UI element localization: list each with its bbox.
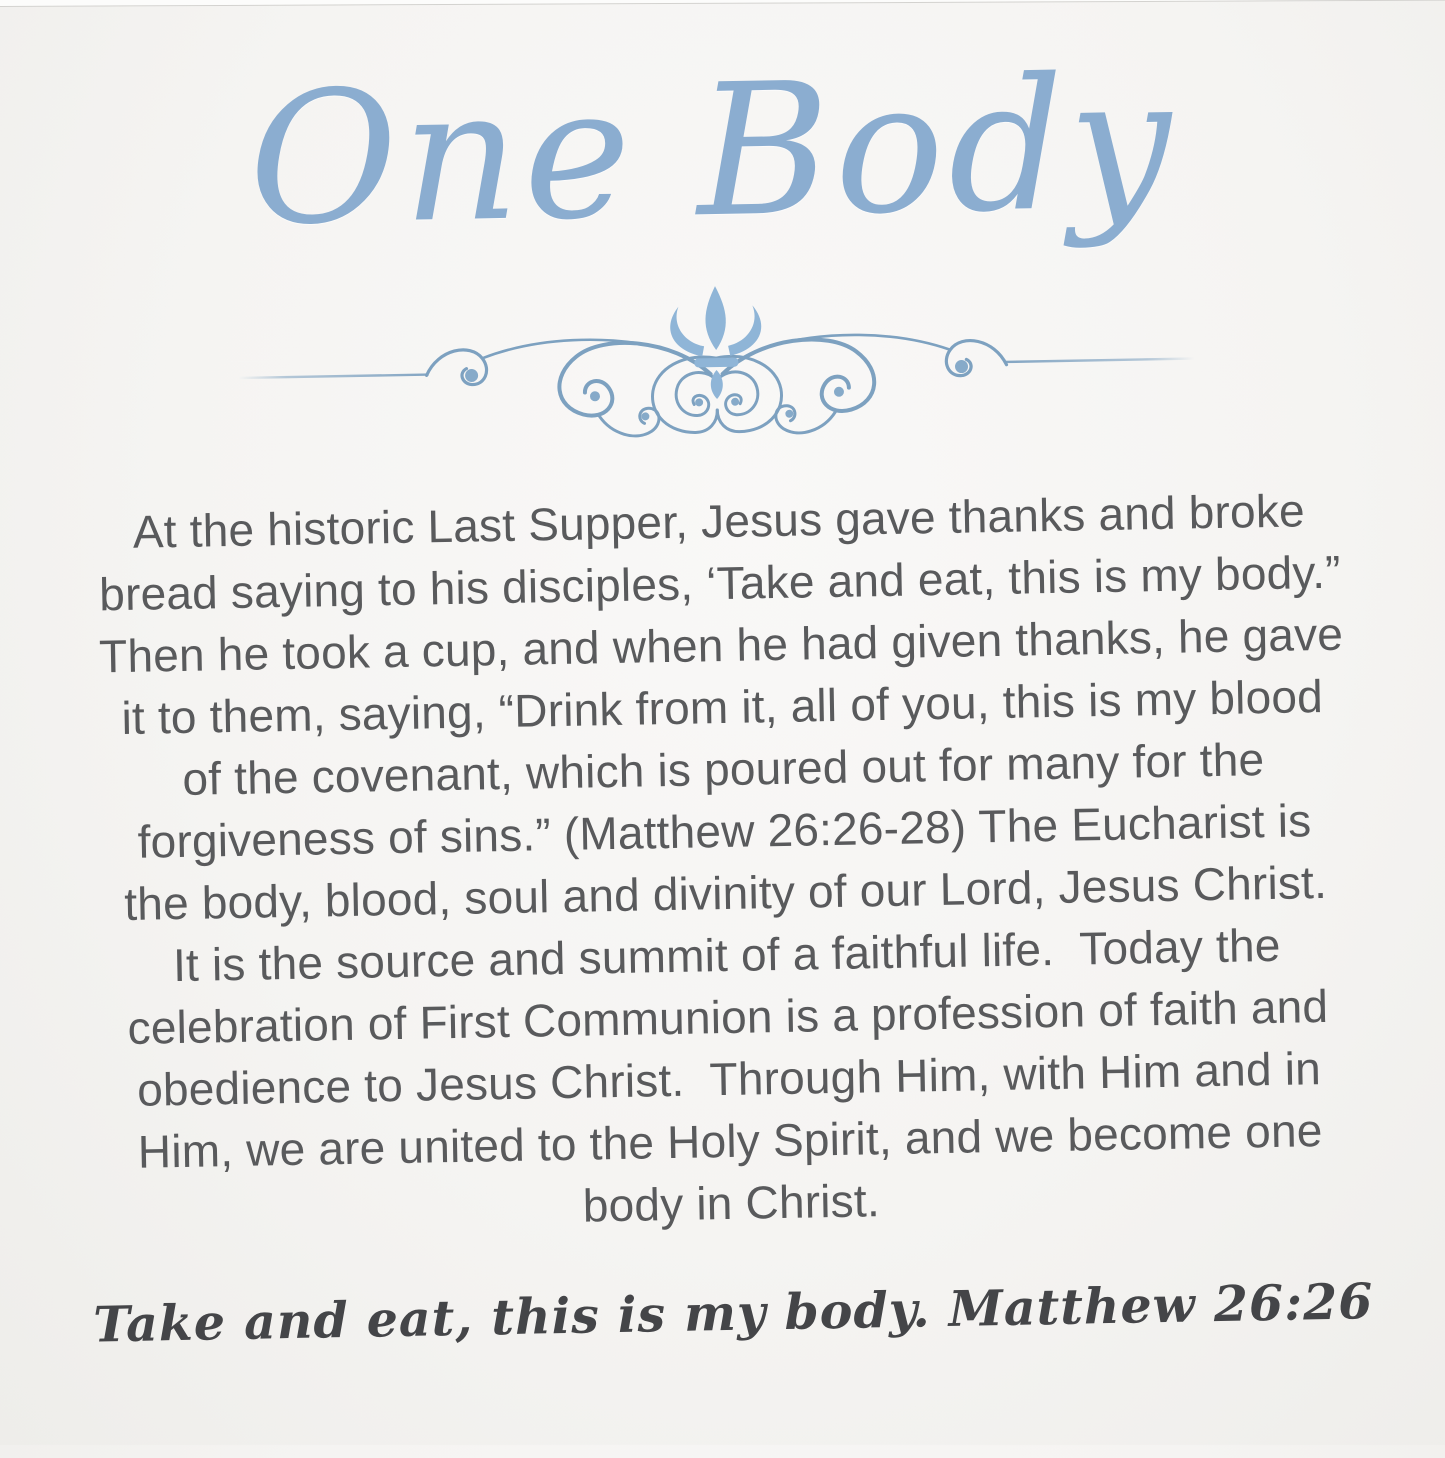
body-line: At the historic Last Supper, Jesus gave thanks and broke (132, 484, 1306, 558)
body-line: Him, we are united to the Holy Spirit, and we become one (137, 1104, 1323, 1178)
fleur-de-lis-icon (669, 285, 762, 400)
body-paragraph (0, 477, 1445, 1247)
body-line: bread saying to his disciples, ‘Take and eat, this is my body.” (98, 545, 1342, 621)
divider-line-left (238, 373, 428, 379)
scripture-quote: Take and eat, this is my body. Matthew 26:26 (92, 1272, 1374, 1354)
card-title: One Body (246, 36, 1178, 266)
body-line: of the covenant, which is poured out for many for the (181, 733, 1265, 805)
body-line: body in Christ. (582, 1174, 881, 1232)
body-line: Then he took a cup, and when he had given thanks, he gave (98, 607, 1344, 683)
body-line: celebration of First Communion is a profession of faith and (127, 979, 1329, 1054)
body-line: the body, blood, soul and divinity of our Lord, Jesus Christ. (123, 855, 1328, 930)
body-line: forgiveness of sins.” (Matthew 26:26-28) The Eucharist is (137, 794, 1312, 868)
body-line: obedience to Jesus Christ. Through Him, with Him and in (136, 1042, 1322, 1116)
body-line: It is the source and summit of a faithful life. Today the (172, 918, 1281, 992)
fleur-de-lis-flourish-icon (235, 273, 1198, 466)
body-line: it to them, saying, “Drink from it, all of you, this is my blood (121, 669, 1324, 745)
divider-line-right (1004, 357, 1194, 363)
